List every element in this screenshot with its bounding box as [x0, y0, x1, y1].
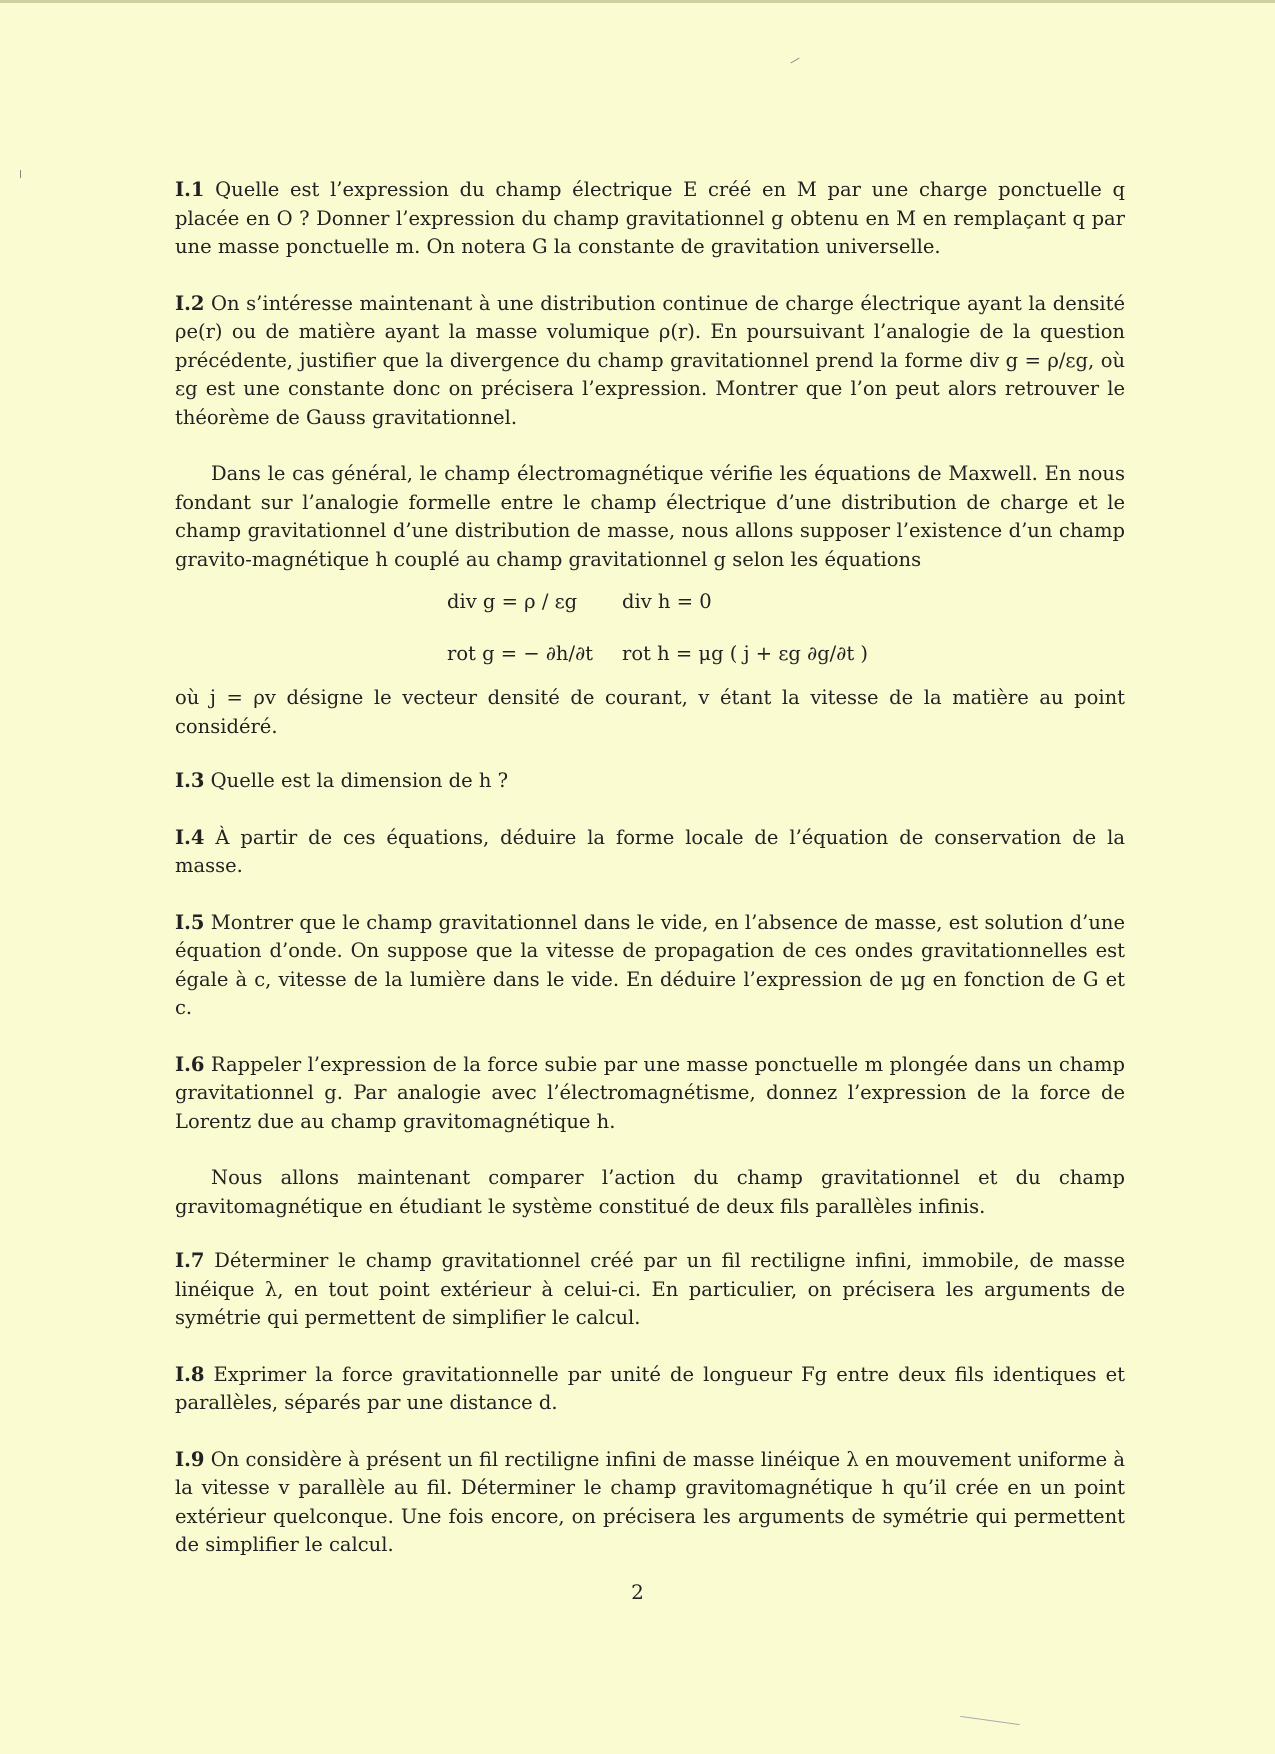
question-text: Quelle est la dimension de h ?	[204, 769, 509, 792]
scan-speck	[20, 170, 21, 178]
question-9	[175, 1446, 1125, 1560]
scan-edge-line	[0, 0, 1275, 3]
equation-div-g: div g = ρ / εg	[447, 589, 578, 613]
question-text: On considère à présent un fil rectiligne infini de masse linéique λ en mouvement uniforme à la vitesse v parallèle au fil. Déterminer le champ gravitomagnétique h qu’il crée en un point extérieur quelconque. Une fois encore, on précisera les arguments de symétrie qui permettent de simplifier le calcul.	[175, 1447, 1125, 1556]
question-2	[175, 290, 1125, 433]
question-text: Déterminer le champ gravitationnel créé par un fil rectiligne infini, immobile, de masse linéique λ, en tout point extérieur à celui-ci. En particulier, on précisera les arguments de symétrie qui permettent de simplifier le calcul.	[175, 1249, 1125, 1329]
question-7	[175, 1247, 1125, 1333]
question-number: I.1	[175, 178, 205, 201]
question-number: I.5	[175, 910, 205, 934]
question-number: I.6	[175, 1052, 205, 1076]
question-4	[175, 824, 1125, 881]
equation-rot-h: rot h = μg ( j + εg ∂g/∂t )	[622, 641, 868, 665]
equation-row	[447, 576, 887, 628]
intro-paragraph-2: Nous allons maintenant comparer l’action du champ gravitationnel et du champ gravitomagnétique en étudiant le système constitué de deux fils parallèles infinis.	[175, 1166, 1125, 1218]
equation-rot-g: rot g = − ∂h/∂t	[447, 641, 593, 665]
question-text: Exprimer la force gravitationnelle par unité de longueur Fg entre deux fils identiques et parallèles, séparés par une distance d.	[175, 1362, 1125, 1414]
question-number: I.3	[175, 769, 205, 792]
question-text: Quelle est l’expression du champ électrique E créé en M par une charge ponctuelle q placée en O ? Donner l’expression du champ gravitationnel g obtenu en M en remplaçant q par une masse ponctuelle m. On notera G la constante de gravitation universelle.	[175, 178, 1125, 258]
question-1	[175, 176, 1125, 262]
question-5	[175, 909, 1125, 1023]
maxwell-equations	[447, 576, 887, 680]
current-density-paragraph: où j = ρv désigne le vecteur densité de courant, v étant la vitesse de la matière au point considéré.	[175, 686, 1125, 738]
question-number: I.2	[175, 291, 205, 315]
document-body	[175, 176, 1125, 1588]
question-text: Rappeler l’expression de la force subie par une masse ponctuelle m plongée dans un champ gravitationnel g. Par analogie avec l’électromagnétisme, donnez l’expression de la force de Lorentz due au champ gravitomagnétique h.	[175, 1052, 1125, 1133]
question-6	[175, 1051, 1125, 1137]
question-number: I.9	[175, 1447, 205, 1471]
question-number: I.4	[175, 825, 205, 849]
equation-div-h: div h = 0	[622, 589, 712, 613]
scan-speck	[960, 1716, 1020, 1725]
question-number: I.8	[175, 1362, 205, 1386]
question-3	[175, 767, 1125, 796]
question-text: À partir de ces équations, déduire la forme locale de l’équation de conservation de la masse.	[175, 825, 1125, 877]
question-number: I.7	[175, 1249, 205, 1272]
question-text: Montrer que le champ gravitationnel dans le vide, en l’absence de masse, est solution d’une équation d’onde. On suppose que la vitesse de propagation de ces ondes gravitationnelles est égale à c, vitesse de la lumière dans le vide. En déduire l’expression de μg en fonction de G et c.	[175, 910, 1125, 1019]
scan-speck	[790, 58, 799, 64]
equation-row	[447, 628, 887, 680]
question-text: On s’intéresse maintenant à une distribution continue de charge électrique ayant la densité ρe(r) ou de matière ayant la masse volumique ρ(r). En poursuivant l’analogie de la question précédente, justifier que la divergence du champ gravitationnel prend la forme div g = ρ/εg, où εg est une constante donc on précisera l’expression. Montrer que l’on peut alors retrouver le théorème de Gauss gravitationnel.	[175, 291, 1125, 429]
question-8	[175, 1361, 1125, 1418]
page-number: 2	[631, 1580, 644, 1604]
intro-paragraph: Dans le cas général, le champ électromagnétique vérifie les équations de Maxwell. En nous fondant sur l’analogie formelle entre le champ électrique d’une distribution de charge et le champ gravitationnel d’une distribution de masse, nous allons supposer l’existence d’un champ gravito-magnétique h couplé au champ gravitationnel g selon les équations	[175, 462, 1125, 571]
